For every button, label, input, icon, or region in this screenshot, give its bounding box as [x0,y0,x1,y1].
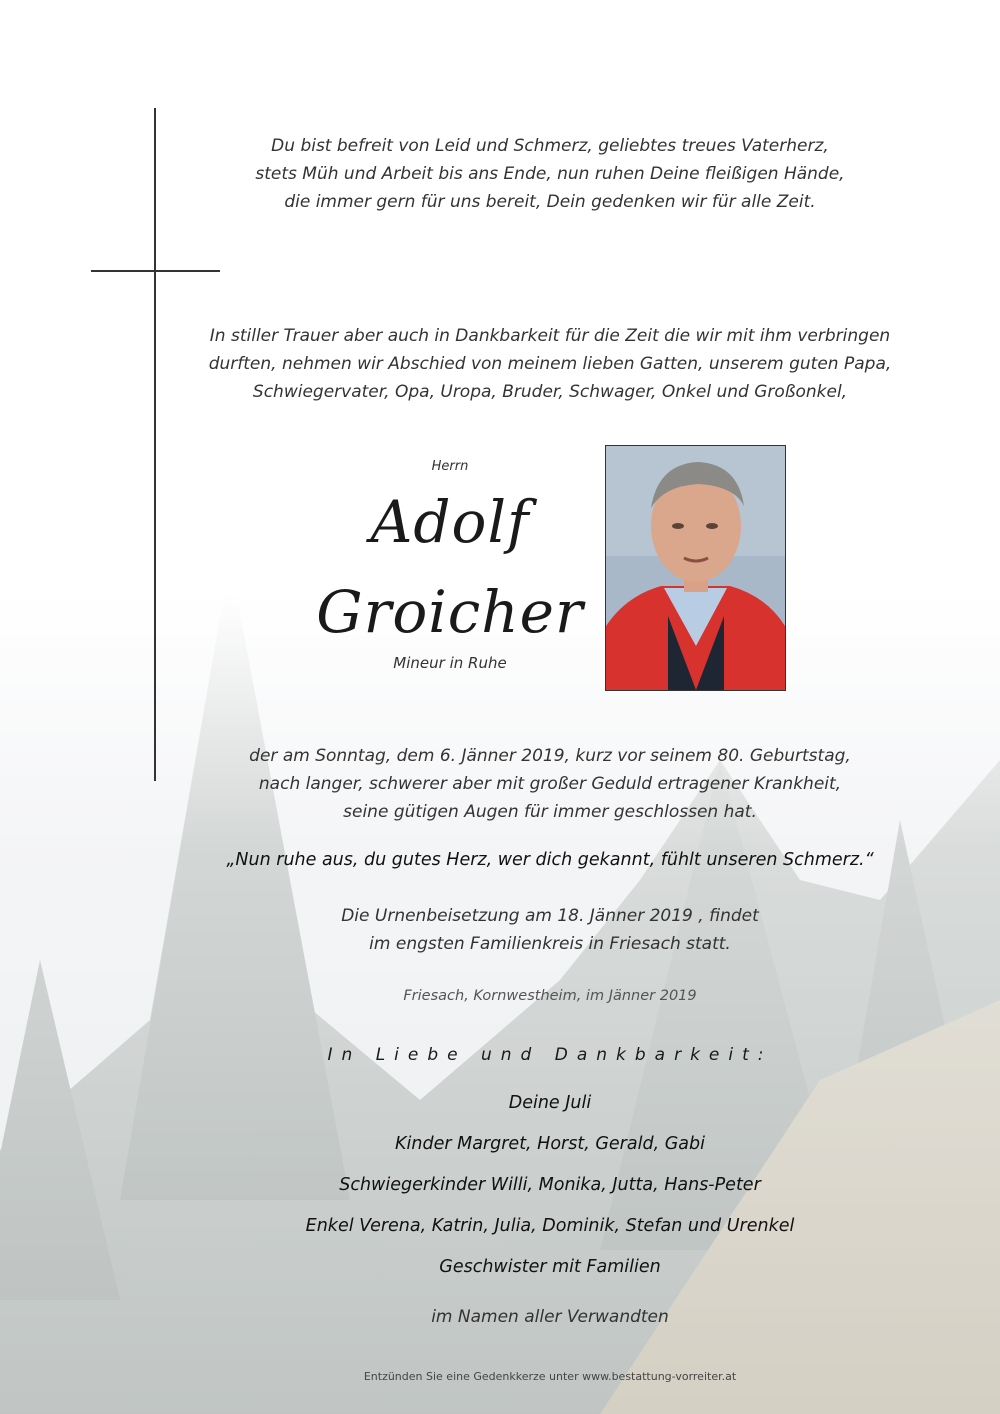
footer-candle-note: Entzünden Sie eine Gedenkkerze unter www.bestattung-vorreiter.at [363,1370,737,1383]
occupation: Mineur in Ruhe [393,654,507,672]
family-line: Deine Juli [508,1093,592,1113]
first-name: Adolf [370,488,530,556]
intro-paragraph [150,322,950,406]
death-notice [150,742,950,826]
death-line: seine gütigen Augen für immer geschlossen hat. [343,802,757,822]
verse-line: stets Müh und Arbeit bis ans Ende, nun ruhen Deine fleißigen Hände, [255,164,845,184]
family-line: Schwiegerkinder Willi, Monika, Jutta, Hans-Peter [339,1175,761,1195]
relatives-note: im Namen aller Verwandten [431,1307,669,1327]
burial-info [150,902,950,958]
intro-line: In stiller Trauer aber auch in Dankbarkeit für die Zeit die wir mit ihm verbringen [209,326,891,346]
burial-line: Die Urnenbeisetzung am 18. Jänner 2019 , findet [341,906,759,926]
memorial-verse [150,132,950,216]
cross-horizontal-line [91,270,220,272]
verse-line: die immer gern für uns bereit, Dein gedenken wir für alle Zeit. [284,192,816,212]
portrait-illustration [606,446,785,690]
family-line: Enkel Verena, Katrin, Julia, Dominik, Stefan und Urenkel [305,1216,795,1236]
intro-line: Schwiegervater, Opa, Uropa, Bruder, Schwager, Onkel und Großonkel, [252,382,848,402]
burial-line: im engsten Familienkreis in Friesach statt. [369,934,731,954]
intro-line: durften, nehmen wir Abschied von meinem lieben Gatten, unserem guten Papa, [208,354,892,374]
salutation: Herrn [431,459,469,474]
portrait-photo [605,445,786,691]
place-date: Friesach, Kornwestheim, im Jänner 2019 [403,988,697,1004]
verse-line: Du bist befreit von Leid und Schmerz, geliebtes treues Vaterherz, [271,136,829,156]
memorial-quote: „Nun ruhe aus, du gutes Herz, wer dich gekannt, fühlt unseren Schmerz.“ [226,850,874,870]
death-line: nach langer, schwerer aber mit großer Geduld ertragener Krankheit, [258,774,842,794]
family-line: Geschwister mit Familien [439,1257,661,1277]
last-name: Groicher [316,578,584,646]
death-line: der am Sonntag, dem 6. Jänner 2019, kurz vor seinem 80. Geburtstag, [249,746,851,766]
family-line: Kinder Margret, Horst, Gerald, Gabi [395,1134,705,1154]
thanks-heading: In Liebe und Dankbarkeit: [327,1045,773,1065]
